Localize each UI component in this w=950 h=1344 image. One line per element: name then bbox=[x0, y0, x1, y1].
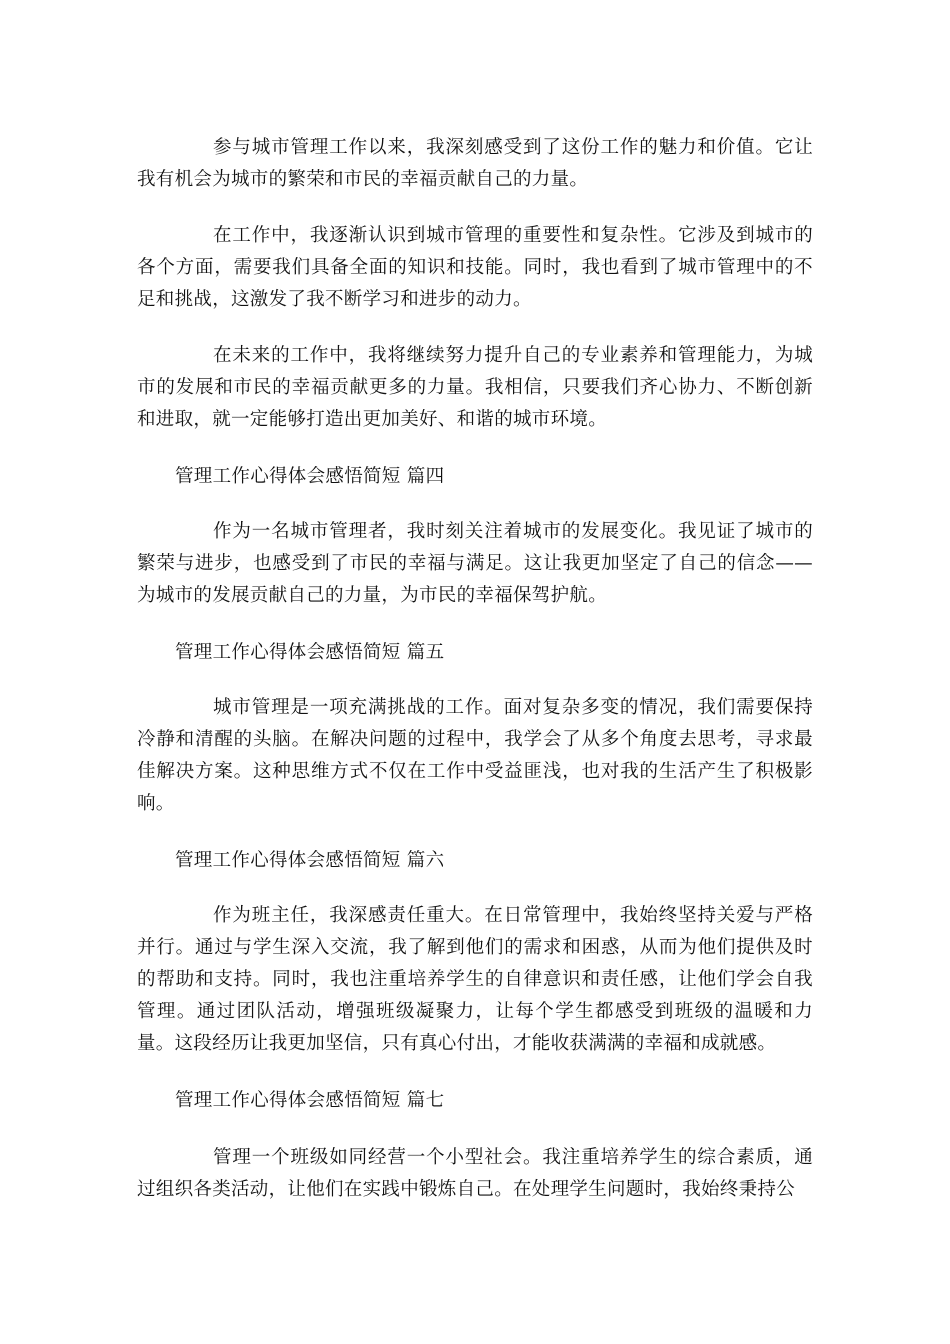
section-heading-4: 管理工作心得体会感悟简短 篇四 bbox=[175, 466, 445, 487]
paragraph-section-6: 作为班主任，我深感责任重大。在日常管理中，我始终坚持关爱与严格并行。通过与学生深入交流，我了解到他们的需求和困惑，从而为他们提供及时的帮助和支持。同时，我也注重培养学生的自律意识和责任感，让他们学会自我管理。通过团队活动，增强班级凝聚力，让每个学生都感受到班级的温暖和力量。这段经历让我更加坚信，只有真心付出，才能收获满满的幸福和成就感。 bbox=[137, 905, 813, 1054]
section-heading-5: 管理工作心得体会感悟简短 篇五 bbox=[175, 642, 445, 663]
paragraph-intro: 参与城市管理工作以来，我深刻感受到了这份工作的魅力和价值。它让我有机会为城市的繁荣和市民的幸福贡献自己的力量。 bbox=[137, 137, 813, 190]
paragraph-section-4: 作为一名城市管理者，我时刻关注着城市的发展变化。我见证了城市的繁荣与进步，也感受到了市民的幸福与满足。这让我更加坚定了自己的信念——为城市的发展贡献自己的力量，为市民的幸福保驾护航。 bbox=[137, 521, 813, 606]
paragraph-work: 在工作中，我逐渐认识到城市管理的重要性和复杂性。它涉及到城市的各个方面，需要我们具备全面的知识和技能。同时，我也看到了城市管理中的不足和挑战，这激发了我不断学习和进步的动力。 bbox=[137, 225, 813, 310]
paragraph-section-7: 管理一个班级如同经营一个小型社会。我注重培养学生的综合素质，通过组织各类活动，让他们在实践中锻炼自己。在处理学生问题时，我始终秉持公 bbox=[137, 1147, 813, 1200]
section-heading-6: 管理工作心得体会感悟简短 篇六 bbox=[175, 850, 445, 871]
paragraph-future: 在未来的工作中，我将继续努力提升自己的专业素养和管理能力，为城市的发展和市民的幸福贡献更多的力量。我相信，只要我们齐心协力、不断创新和进取，就一定能够打造出更加美好、和谐的城市环境。 bbox=[137, 345, 813, 430]
paragraph-section-5: 城市管理是一项充满挑战的工作。面对复杂多变的情况，我们需要保持冷静和清醒的头脑。在解决问题的过程中，我学会了从多个角度去思考，寻求最佳解决方案。这种思维方式不仅在工作中受益匪浅，也对我的生活产生了积极影响。 bbox=[137, 697, 813, 814]
section-heading-7: 管理工作心得体会感悟简短 篇七 bbox=[175, 1090, 445, 1111]
